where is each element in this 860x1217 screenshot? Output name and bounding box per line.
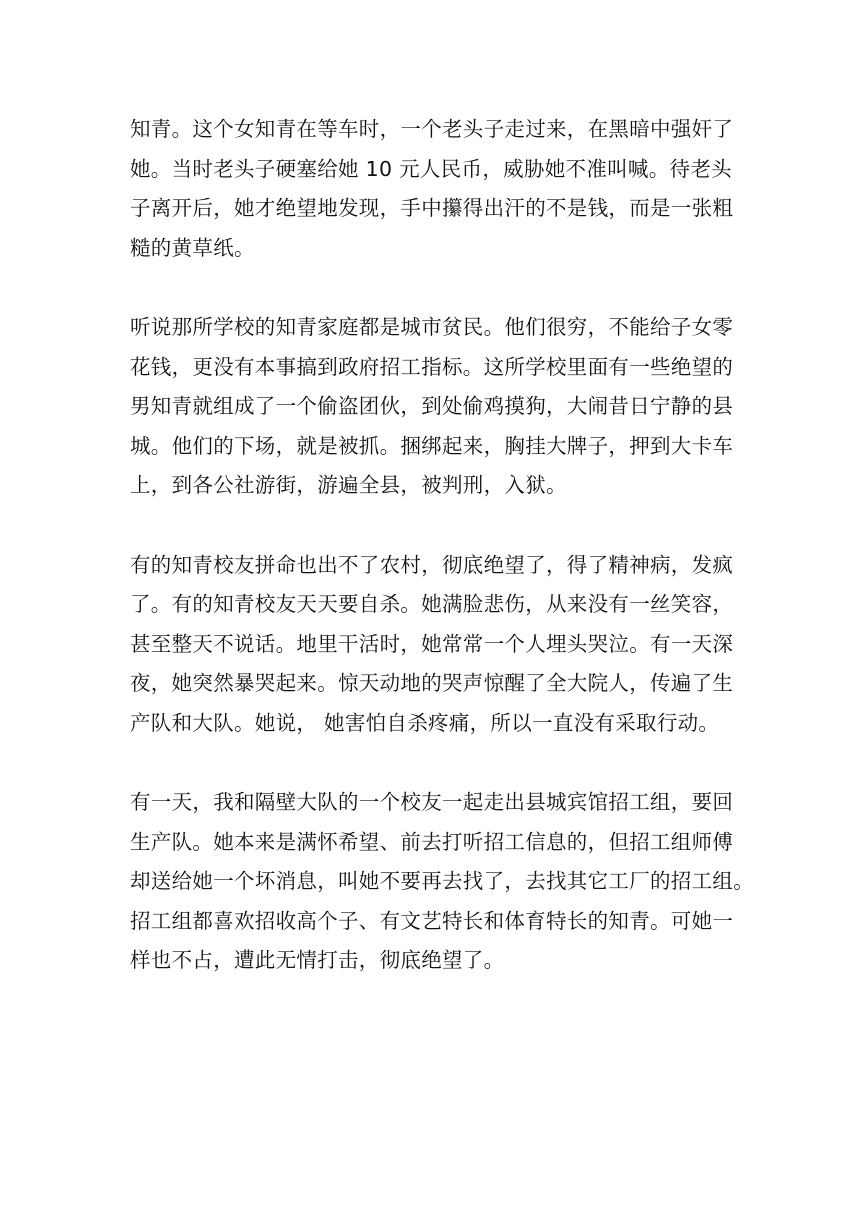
text-line: 花钱，更没有本事搞到政府招工指标。这所学校里面有一些绝望的 xyxy=(130,354,734,379)
text-line: 上，到各公社游街，游遍全县，被判刑，入狱。 xyxy=(130,473,567,497)
text-line: 男知青就组成了一个偷盗团伙，到处偷鸡摸狗，大闹昔日宁静的县 xyxy=(130,394,734,418)
text-line: 却送给她一个坏消息，叫她不要再去找了，去找其它工厂的招工组。 xyxy=(130,869,754,893)
text-line: 糙的黄草纸。 xyxy=(130,235,255,260)
text-line: 知青。这个女知青在等车时，一个老头子走过来，在黑暗中强奸了 xyxy=(130,117,734,141)
paragraph-1 xyxy=(130,110,735,268)
paragraph-2 xyxy=(130,308,735,506)
text-line: 子离开后，她才绝望地发现，手中攥得出汗的不是钱，而是一张粗 xyxy=(130,196,734,220)
text-line: 城。他们的下场，就是被抓。捆绑起来，胸挂大牌子，押到大卡车 xyxy=(130,433,734,458)
text-line: 生产队。她本来是满怀希望、前去打听招工信息的，但招工组师傅 xyxy=(130,829,734,854)
paragraph-4 xyxy=(130,783,754,981)
text-line: 有的知青校友拼命也出不了农村，彻底绝望了，得了精神病，发疯 xyxy=(130,552,734,577)
document-body xyxy=(130,110,754,1021)
text-line: 她。当时老头子硬塞给她 10 元人民币，威胁她不准叫喊。待老头 xyxy=(130,156,732,181)
text-line: 听说那所学校的知青家庭都是城市贫民。他们很穷，不能给子女零 xyxy=(130,315,734,339)
text-line: 有一天，我和隔壁大队的一个校友一起走出县城宾馆招工组，要回 xyxy=(130,790,734,814)
text-line: 样也不占，遭此无情打击，彻底绝望了。 xyxy=(130,948,505,972)
text-line: 夜，她突然暴哭起来。惊天动地的哭声惊醒了全大院人，传遍了生 xyxy=(130,671,734,695)
text-line: 甚至整天不说话。地里干活时，她常常一个人埋头哭泣。有一天深 xyxy=(130,631,734,656)
text-line: 了。有的知青校友天天要自杀。她满脸悲伤，从来没有一丝笑容， xyxy=(130,592,734,616)
paragraph-3 xyxy=(130,546,735,744)
text-line: 招工组都喜欢招收高个子、有文艺特长和体育特长的知青。可她一 xyxy=(130,908,734,933)
text-line: 产队和大队。她说， 她害怕自杀疼痛，所以一直没有采取行动。 xyxy=(130,710,720,735)
